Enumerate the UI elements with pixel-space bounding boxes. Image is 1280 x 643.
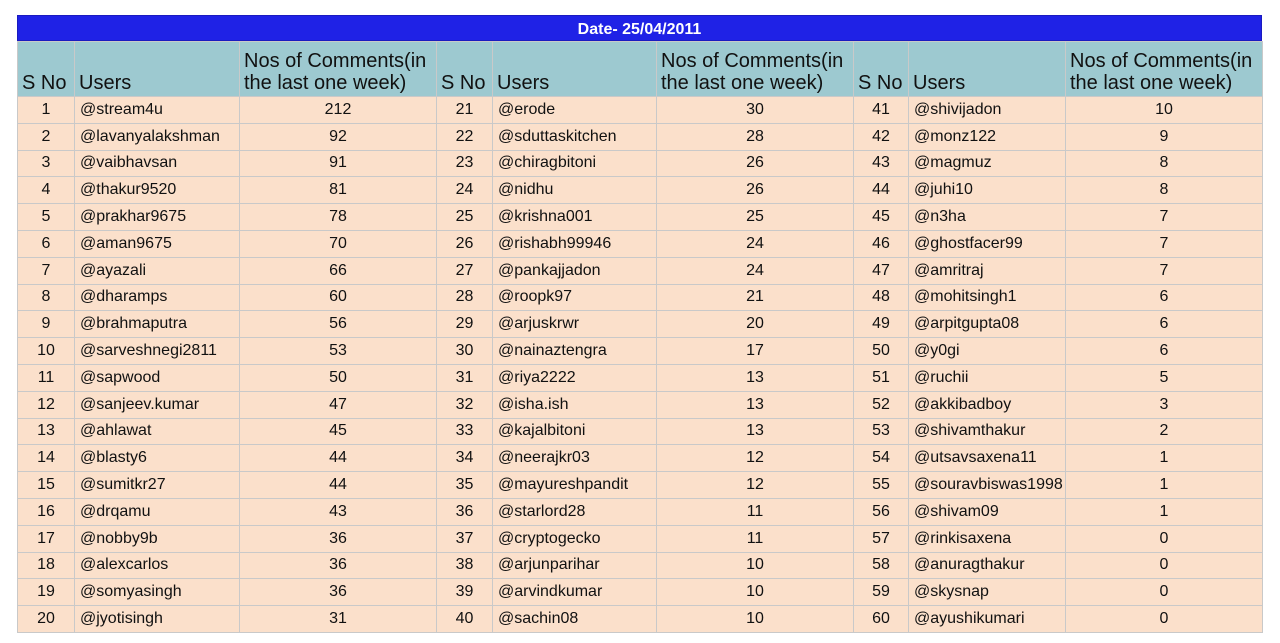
- comments-cell[interactable]: 8: [1066, 150, 1263, 177]
- header-sno[interactable]: S No: [854, 42, 909, 97]
- sno-cell[interactable]: 44: [854, 177, 909, 204]
- sno-cell[interactable]: 26: [437, 230, 493, 257]
- comments-cell[interactable]: 78: [240, 204, 437, 231]
- user-cell[interactable]: @souravbiswas1998: [909, 472, 1066, 499]
- header-sno[interactable]: S No: [437, 42, 493, 97]
- sno-cell[interactable]: 60: [854, 606, 909, 633]
- sno-cell[interactable]: 2: [18, 123, 75, 150]
- comments-cell[interactable]: 44: [240, 445, 437, 472]
- user-cell[interactable]: @anuragthakur: [909, 552, 1066, 579]
- sno-cell[interactable]: 43: [854, 150, 909, 177]
- sno-cell[interactable]: 54: [854, 445, 909, 472]
- user-cell[interactable]: @mohitsingh1: [909, 284, 1066, 311]
- comments-cell[interactable]: 2: [1066, 418, 1263, 445]
- user-cell[interactable]: @starlord28: [493, 498, 657, 525]
- comments-cell[interactable]: 25: [657, 204, 854, 231]
- table-row: [18, 498, 1263, 525]
- sno-cell[interactable]: 46: [854, 230, 909, 257]
- sno-cell[interactable]: 45: [854, 204, 909, 231]
- user-cell[interactable]: @arjuskrwr: [493, 311, 657, 338]
- sno-cell[interactable]: 31: [437, 364, 493, 391]
- user-cell[interactable]: @drqamu: [75, 498, 240, 525]
- comments-cell[interactable]: 24: [657, 257, 854, 284]
- comments-cell[interactable]: 13: [657, 391, 854, 418]
- comments-cell[interactable]: 44: [240, 472, 437, 499]
- comments-cell[interactable]: 47: [240, 391, 437, 418]
- sno-cell[interactable]: 35: [437, 472, 493, 499]
- user-cell[interactable]: @lavanyalakshman: [75, 123, 240, 150]
- sno-cell[interactable]: 39: [437, 579, 493, 606]
- user-cell[interactable]: @magmuz: [909, 150, 1066, 177]
- user-cell[interactable]: @jyotisingh: [75, 606, 240, 633]
- user-cell[interactable]: @ayazali: [75, 257, 240, 284]
- user-cell[interactable]: @sachin08: [493, 606, 657, 633]
- sno-cell[interactable]: 50: [854, 338, 909, 365]
- user-cell[interactable]: @erode: [493, 97, 657, 124]
- comments-cell[interactable]: 6: [1066, 311, 1263, 338]
- comments-cell[interactable]: 21: [657, 284, 854, 311]
- user-cell[interactable]: @vaibhavsan: [75, 150, 240, 177]
- comments-cell[interactable]: 0: [1066, 579, 1263, 606]
- table-row: [18, 418, 1263, 445]
- user-cell[interactable]: @stream4u: [75, 97, 240, 124]
- comments-cell[interactable]: 81: [240, 177, 437, 204]
- user-cell[interactable]: @krishna001: [493, 204, 657, 231]
- user-cell[interactable]: @monz122: [909, 123, 1066, 150]
- user-cell[interactable]: @arjunparihar: [493, 552, 657, 579]
- table-row: [18, 284, 1263, 311]
- sno-cell[interactable]: 57: [854, 525, 909, 552]
- user-cell[interactable]: @sarveshnegi2811: [75, 338, 240, 365]
- sno-cell[interactable]: 19: [18, 579, 75, 606]
- header-users[interactable]: Users: [909, 42, 1066, 97]
- sno-cell[interactable]: 11: [18, 364, 75, 391]
- sno-cell[interactable]: 49: [854, 311, 909, 338]
- comments-cell[interactable]: 50: [240, 364, 437, 391]
- sno-cell[interactable]: 21: [437, 97, 493, 124]
- comments-cell[interactable]: 91: [240, 150, 437, 177]
- comments-cell[interactable]: 45: [240, 418, 437, 445]
- user-cell[interactable]: @isha.ish: [493, 391, 657, 418]
- sno-cell[interactable]: 33: [437, 418, 493, 445]
- comments-cell[interactable]: 28: [657, 123, 854, 150]
- comments-cell[interactable]: 43: [240, 498, 437, 525]
- sno-cell[interactable]: 10: [18, 338, 75, 365]
- comments-cell[interactable]: 11: [657, 525, 854, 552]
- user-cell[interactable]: @nainaztengra: [493, 338, 657, 365]
- table-row: [18, 177, 1263, 204]
- table-row: [18, 391, 1263, 418]
- sno-cell[interactable]: 23: [437, 150, 493, 177]
- user-cell[interactable]: @n3ha: [909, 204, 1066, 231]
- sno-cell[interactable]: 40: [437, 606, 493, 633]
- date-title: Date- 25/04/2011: [17, 15, 1262, 41]
- sno-cell[interactable]: 34: [437, 445, 493, 472]
- sno-cell[interactable]: 15: [18, 472, 75, 499]
- sno-cell[interactable]: 7: [18, 257, 75, 284]
- comments-cell[interactable]: 36: [240, 552, 437, 579]
- user-cell[interactable]: @ghostfacer99: [909, 230, 1066, 257]
- user-cell[interactable]: @alexcarlos: [75, 552, 240, 579]
- comments-cell[interactable]: 60: [240, 284, 437, 311]
- sno-cell[interactable]: 55: [854, 472, 909, 499]
- user-cell[interactable]: @thakur9520: [75, 177, 240, 204]
- user-cell[interactable]: @roopk97: [493, 284, 657, 311]
- user-cell[interactable]: @nidhu: [493, 177, 657, 204]
- comments-cell[interactable]: 26: [657, 177, 854, 204]
- user-cell[interactable]: @nobby9b: [75, 525, 240, 552]
- comments-cell[interactable]: 1: [1066, 498, 1263, 525]
- comments-cell[interactable]: 6: [1066, 338, 1263, 365]
- table-row: [18, 338, 1263, 365]
- comments-cell[interactable]: 6: [1066, 284, 1263, 311]
- table-row: [18, 97, 1263, 124]
- user-cell[interactable]: @akkibadboy: [909, 391, 1066, 418]
- comments-cell[interactable]: 3: [1066, 391, 1263, 418]
- sno-cell[interactable]: 5: [18, 204, 75, 231]
- comments-cell[interactable]: 24: [657, 230, 854, 257]
- comments-cell[interactable]: 7: [1066, 230, 1263, 257]
- header-comments[interactable]: Nos of Comments(in the last one week): [1066, 42, 1263, 97]
- comments-cell[interactable]: 5: [1066, 364, 1263, 391]
- table-row: [18, 579, 1263, 606]
- sno-cell[interactable]: 36: [437, 498, 493, 525]
- user-cell[interactable]: @sduttaskitchen: [493, 123, 657, 150]
- user-cell[interactable]: @blasty6: [75, 445, 240, 472]
- comments-cell[interactable]: 10: [1066, 97, 1263, 124]
- user-cell[interactable]: @ahlawat: [75, 418, 240, 445]
- user-cell[interactable]: @shivam09: [909, 498, 1066, 525]
- sno-cell[interactable]: 37: [437, 525, 493, 552]
- comments-cell[interactable]: 17: [657, 338, 854, 365]
- header-users[interactable]: Users: [75, 42, 240, 97]
- header-sno[interactable]: S No: [18, 42, 75, 97]
- comments-cell[interactable]: 30: [657, 97, 854, 124]
- comments-cell[interactable]: 56: [240, 311, 437, 338]
- sno-cell[interactable]: 59: [854, 579, 909, 606]
- comments-cell[interactable]: 31: [240, 606, 437, 633]
- sno-cell[interactable]: 25: [437, 204, 493, 231]
- user-cell[interactable]: @sanjeev.kumar: [75, 391, 240, 418]
- sno-cell[interactable]: 51: [854, 364, 909, 391]
- comments-cell[interactable]: 53: [240, 338, 437, 365]
- header-users[interactable]: Users: [493, 42, 657, 97]
- comments-cell[interactable]: 1: [1066, 472, 1263, 499]
- sno-cell[interactable]: 32: [437, 391, 493, 418]
- table-row: [18, 230, 1263, 257]
- sno-cell[interactable]: 30: [437, 338, 493, 365]
- comments-cell[interactable]: 10: [657, 579, 854, 606]
- comments-cell[interactable]: 13: [657, 364, 854, 391]
- table-body: [18, 97, 1263, 633]
- table-row: [18, 606, 1263, 633]
- user-cell[interactable]: @riya2222: [493, 364, 657, 391]
- comments-cell[interactable]: 9: [1066, 123, 1263, 150]
- user-cell[interactable]: @brahmaputra: [75, 311, 240, 338]
- table-row: [18, 445, 1263, 472]
- sno-cell[interactable]: 28: [437, 284, 493, 311]
- sno-cell[interactable]: 48: [854, 284, 909, 311]
- comments-cell[interactable]: 212: [240, 97, 437, 124]
- sno-cell[interactable]: 47: [854, 257, 909, 284]
- user-cell[interactable]: @juhi10: [909, 177, 1066, 204]
- comments-sheet: [17, 15, 1262, 633]
- sno-cell[interactable]: 8: [18, 284, 75, 311]
- table-row: [18, 204, 1263, 231]
- sno-cell[interactable]: 4: [18, 177, 75, 204]
- comments-cell[interactable]: 13: [657, 418, 854, 445]
- comments-cell[interactable]: 36: [240, 579, 437, 606]
- comments-cell[interactable]: 7: [1066, 204, 1263, 231]
- sno-cell[interactable]: 18: [18, 552, 75, 579]
- user-cell[interactable]: @ayushikumari: [909, 606, 1066, 633]
- user-cell[interactable]: @rishabh99946: [493, 230, 657, 257]
- sno-cell[interactable]: 9: [18, 311, 75, 338]
- comments-cell[interactable]: 12: [657, 472, 854, 499]
- sno-cell[interactable]: 3: [18, 150, 75, 177]
- comments-cell[interactable]: 7: [1066, 257, 1263, 284]
- user-cell[interactable]: @dharamps: [75, 284, 240, 311]
- sno-cell[interactable]: 29: [437, 311, 493, 338]
- user-cell[interactable]: @amritraj: [909, 257, 1066, 284]
- comments-cell[interactable]: 20: [657, 311, 854, 338]
- table-row: [18, 311, 1263, 338]
- user-cell[interactable]: @chiragbitoni: [493, 150, 657, 177]
- table-row: [18, 123, 1263, 150]
- user-cell[interactable]: @skysnap: [909, 579, 1066, 606]
- comments-cell[interactable]: 1: [1066, 445, 1263, 472]
- comments-cell[interactable]: 10: [657, 606, 854, 633]
- table-row: [18, 552, 1263, 579]
- user-cell[interactable]: @arvindkumar: [493, 579, 657, 606]
- sno-cell[interactable]: 12: [18, 391, 75, 418]
- comments-cell[interactable]: 36: [240, 525, 437, 552]
- comments-cell[interactable]: 10: [657, 552, 854, 579]
- sno-cell[interactable]: 42: [854, 123, 909, 150]
- user-cell[interactable]: @shivijadon: [909, 97, 1066, 124]
- header-comments[interactable]: Nos of Comments(in the last one week): [240, 42, 437, 97]
- user-cell[interactable]: @sumitkr27: [75, 472, 240, 499]
- sno-cell[interactable]: 16: [18, 498, 75, 525]
- header-comments[interactable]: Nos of Comments(in the last one week): [657, 42, 854, 97]
- sno-cell[interactable]: 53: [854, 418, 909, 445]
- comments-cell[interactable]: 0: [1066, 525, 1263, 552]
- user-cell[interactable]: @ruchii: [909, 364, 1066, 391]
- sno-cell[interactable]: 22: [437, 123, 493, 150]
- user-cell[interactable]: @utsavsaxena11: [909, 445, 1066, 472]
- comments-cell[interactable]: 11: [657, 498, 854, 525]
- sno-cell[interactable]: 6: [18, 230, 75, 257]
- sno-cell[interactable]: 14: [18, 445, 75, 472]
- table-row: [18, 525, 1263, 552]
- sno-cell[interactable]: 17: [18, 525, 75, 552]
- user-cell[interactable]: @rinkisaxena: [909, 525, 1066, 552]
- user-cell[interactable]: @y0gi: [909, 338, 1066, 365]
- sno-cell[interactable]: 52: [854, 391, 909, 418]
- user-cell[interactable]: @shivamthakur: [909, 418, 1066, 445]
- header-row: [18, 42, 1263, 97]
- user-cell[interactable]: @prakhar9675: [75, 204, 240, 231]
- comments-cell[interactable]: 8: [1066, 177, 1263, 204]
- comments-cell[interactable]: 26: [657, 150, 854, 177]
- table-row: [18, 364, 1263, 391]
- sno-cell[interactable]: 58: [854, 552, 909, 579]
- sno-cell[interactable]: 20: [18, 606, 75, 633]
- user-cell[interactable]: @neerajkr03: [493, 445, 657, 472]
- table-row: [18, 150, 1263, 177]
- comments-cell[interactable]: 0: [1066, 552, 1263, 579]
- comments-cell[interactable]: 12: [657, 445, 854, 472]
- sno-cell[interactable]: 41: [854, 97, 909, 124]
- user-cell[interactable]: @mayureshpandit: [493, 472, 657, 499]
- user-cell[interactable]: @somyasingh: [75, 579, 240, 606]
- sno-cell[interactable]: 56: [854, 498, 909, 525]
- sno-cell[interactable]: 13: [18, 418, 75, 445]
- table-row: [18, 257, 1263, 284]
- comments-table: [17, 41, 1263, 633]
- user-cell[interactable]: @kajalbitoni: [493, 418, 657, 445]
- sno-cell[interactable]: 38: [437, 552, 493, 579]
- user-cell[interactable]: @aman9675: [75, 230, 240, 257]
- comments-cell[interactable]: 66: [240, 257, 437, 284]
- user-cell[interactable]: @pankajjadon: [493, 257, 657, 284]
- user-cell[interactable]: @sapwood: [75, 364, 240, 391]
- user-cell[interactable]: @arpitgupta08: [909, 311, 1066, 338]
- sno-cell[interactable]: 27: [437, 257, 493, 284]
- user-cell[interactable]: @cryptogecko: [493, 525, 657, 552]
- table-row: [18, 472, 1263, 499]
- sno-cell[interactable]: 24: [437, 177, 493, 204]
- comments-cell[interactable]: 70: [240, 230, 437, 257]
- comments-cell[interactable]: 0: [1066, 606, 1263, 633]
- sno-cell[interactable]: 1: [18, 97, 75, 124]
- comments-cell[interactable]: 92: [240, 123, 437, 150]
